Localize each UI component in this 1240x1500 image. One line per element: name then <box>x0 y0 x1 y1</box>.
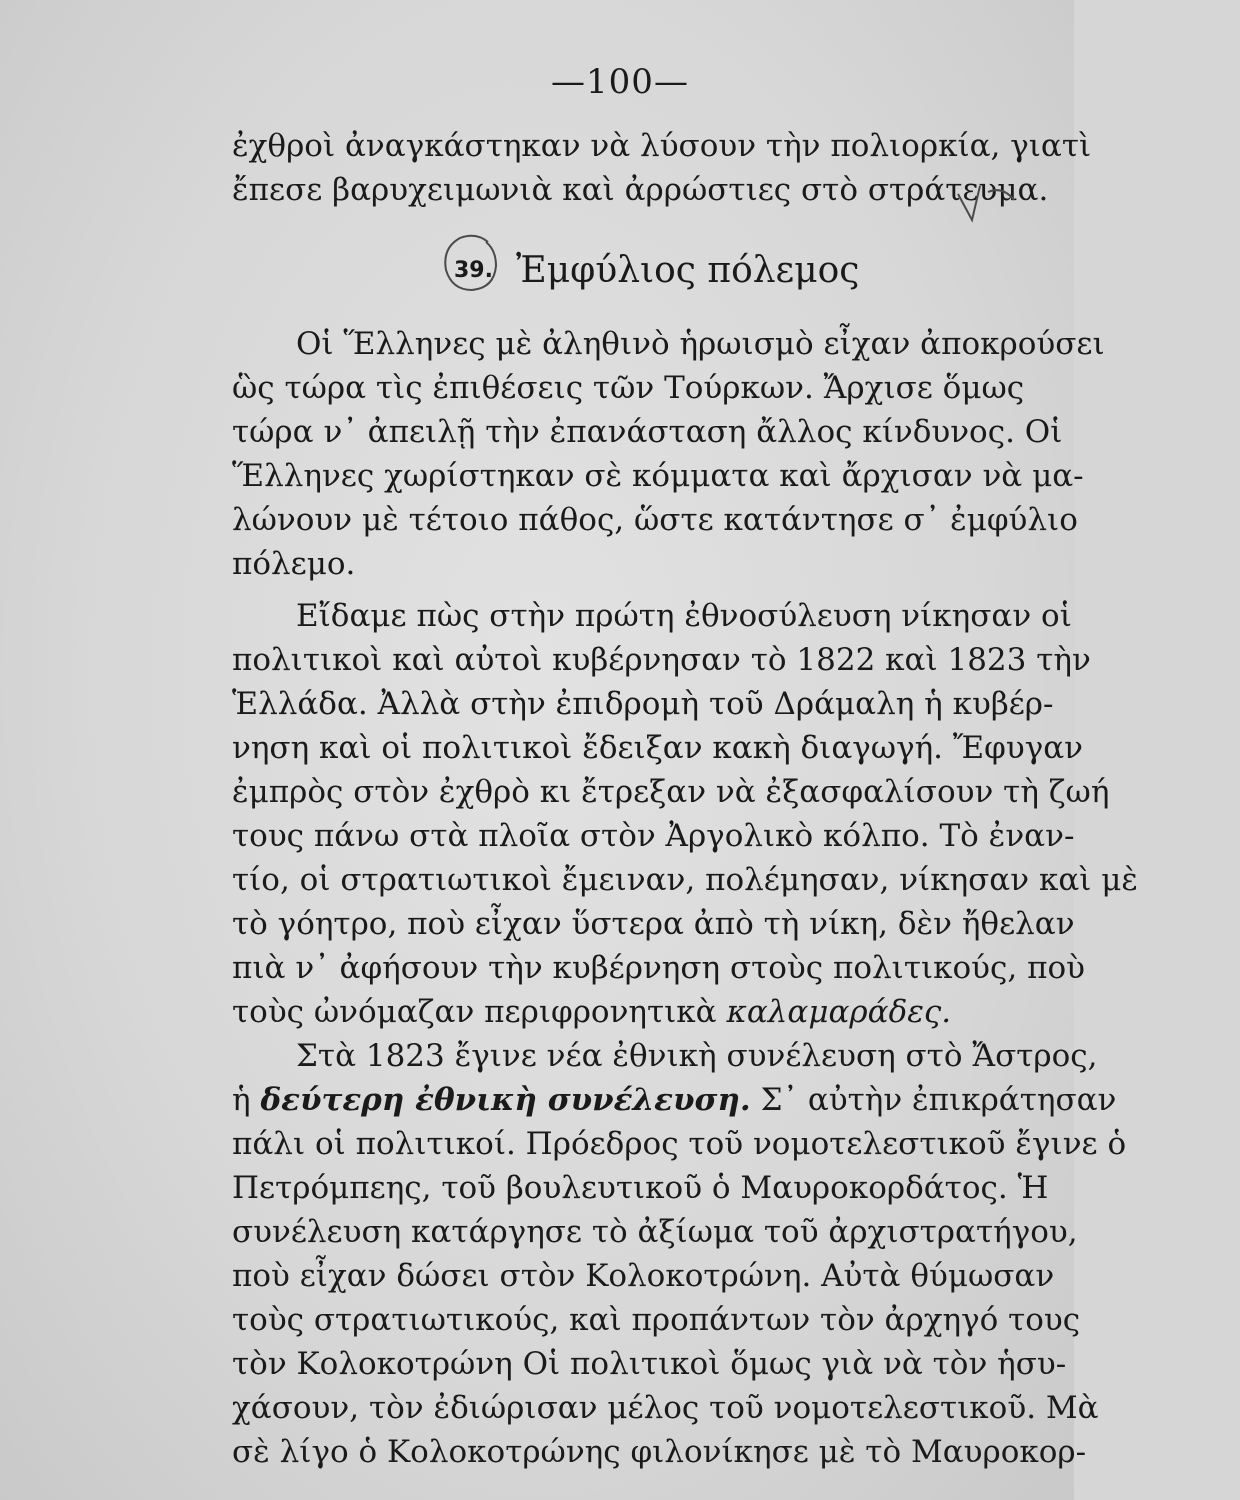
text-line <box>232 990 1002 1034</box>
text-line: ποὺ εἶχαν δώσει στὸν Κολοκοτρώνη. Αὐτὰ θύμωσαν <box>232 1258 1055 1294</box>
text-line: χάσουν, τὸν ἐδιώρισαν μέλος τοῦ νομοτελεστικοῦ. Μὰ <box>232 1390 1099 1426</box>
text-line: Εἴδαμε πὼς στὴν πρώτη ἐθνοσύλευση νίκησαν οἱ <box>296 598 1072 634</box>
text-line: πόλεμο. <box>232 546 356 582</box>
section-title <box>458 250 859 291</box>
text-line: ἔπεσε βαρυχειμωνιὰ καὶ ἀρρώστιες στὸ στράτευμα. <box>232 172 1049 208</box>
text-line: Στὰ 1823 ἔγινε νέα ἐθνικὴ συνέλευση στὸ Ἄστρος, <box>296 1038 1098 1074</box>
text-line: πάλι οἱ πολιτικοί. Πρόεδρος τοῦ νομοτελεστικοῦ ἔγινε ὁ <box>232 1126 1127 1162</box>
text-line: ὣς τώρα τὶς ἐπιθέσεις τῶν Τούρκων. Ἄρχισε ὅμως <box>232 370 1025 406</box>
text-line: τους πάνω στὰ πλοῖα στὸν Ἀργολικὸ κόλπο. Τὸ ἐναν- <box>232 818 1075 854</box>
italic-word: καλαμαράδες. <box>726 994 952 1030</box>
text-line: Ἑλλάδα. Ἀλλὰ στὴν ἐπιδρομὴ τοῦ Δράμαλη ἡ κυβέρ- <box>232 686 1054 722</box>
text-span: τοὺς ὠνόμαζαν περιφρονητικὰ <box>232 994 717 1030</box>
text-line: σὲ λίγο ὁ Κολοκοτρώνης φιλονίκησε μὲ τὸ Μαυροκορ- <box>232 1434 1087 1470</box>
text-line: τοὺς στρατιωτικούς, καὶ προπάντων τὸν ἀρχηγό τους <box>232 1302 1081 1338</box>
section-number: 39. <box>454 258 493 283</box>
text-line: τίο, οἱ στρατιωτικοὶ ἔμειναν, πολέμησαν, νίκησαν καὶ μὲ <box>232 862 1139 898</box>
text-line: συνέλευση κατάργησε τὸ ἀξίωμα τοῦ ἀρχιστρατήγου, <box>232 1214 1078 1250</box>
text-line: λώνουν μὲ τέτοιο πάθος, ὥστε κατάντησε σ᾿ ἐμφύλιο <box>232 502 1078 538</box>
text-line: τώρα ν᾿ ἀπειλῇ τὴν ἐπανάσταση ἄλλος κίνδυνος. Οἱ <box>232 414 1063 450</box>
text-span: ἡ <box>232 1082 261 1118</box>
main-text <box>232 322 1139 1474</box>
text-line: ἐμπρὸς στὸν ἐχθρὸ κι ἔτρεξαν νὰ ἐξασφαλίσουν τὴ ζωή <box>232 774 1110 810</box>
text-line: Ἕλληνες χωρίστηκαν σὲ κόμματα καὶ ἄρχισαν νὰ μα- <box>232 458 1084 494</box>
text-line: Οἱ Ἕλληνες μὲ ἀληθινὸ ἡρωισμὸ εἶχαν ἀποκρούσει <box>296 326 1105 362</box>
text-line: πολιτικοὶ καὶ αὐτοὶ κυβέρνησαν τὸ 1822 καὶ 1823 τὴν <box>232 642 1091 678</box>
top-text <box>232 124 1092 212</box>
text-line: ἐχθροὶ ἀναγκάστηκαν νὰ λύσουν τὴν πολιορκία, γιατὶ <box>232 128 1092 164</box>
emphasized-term: δεύτερη ἐθνικὴ συνέλευση. <box>260 1082 751 1118</box>
text-line <box>232 1078 1117 1122</box>
text-line: τὸν Κολοκοτρώνη Οἱ πολιτικοὶ ὅμως γιὰ νὰ τὸν ἡσυ- <box>232 1346 1067 1382</box>
text-span: Σ᾿ αὐτὴν ἐπικράτησαν <box>750 1082 1117 1118</box>
text-line: πιὰ ν᾿ ἀφήσουν τὴν κυβέρνηση στοὺς πολιτικούς, ποὺ <box>232 950 1085 986</box>
text-line: Πετρόμπεης, τοῦ βουλευτικοῦ ὁ Μαυροκορδάτος. Ἡ <box>232 1170 1049 1206</box>
text-line: νηση καὶ οἱ πολιτικοὶ ἔδειξαν κακὴ διαγωγή. Ἔφυγαν <box>232 730 1084 766</box>
text-line: τὸ γόητρο, ποὺ εἶχαν ὕστερα ἀπὸ τὴ νίκη, δὲν ἤθελαν <box>232 906 1075 942</box>
page-number: —100— <box>551 62 689 102</box>
handwritten-check-mark <box>948 172 1018 232</box>
section-title-text: Ἐμφύλιος πόλεμος <box>516 250 860 291</box>
